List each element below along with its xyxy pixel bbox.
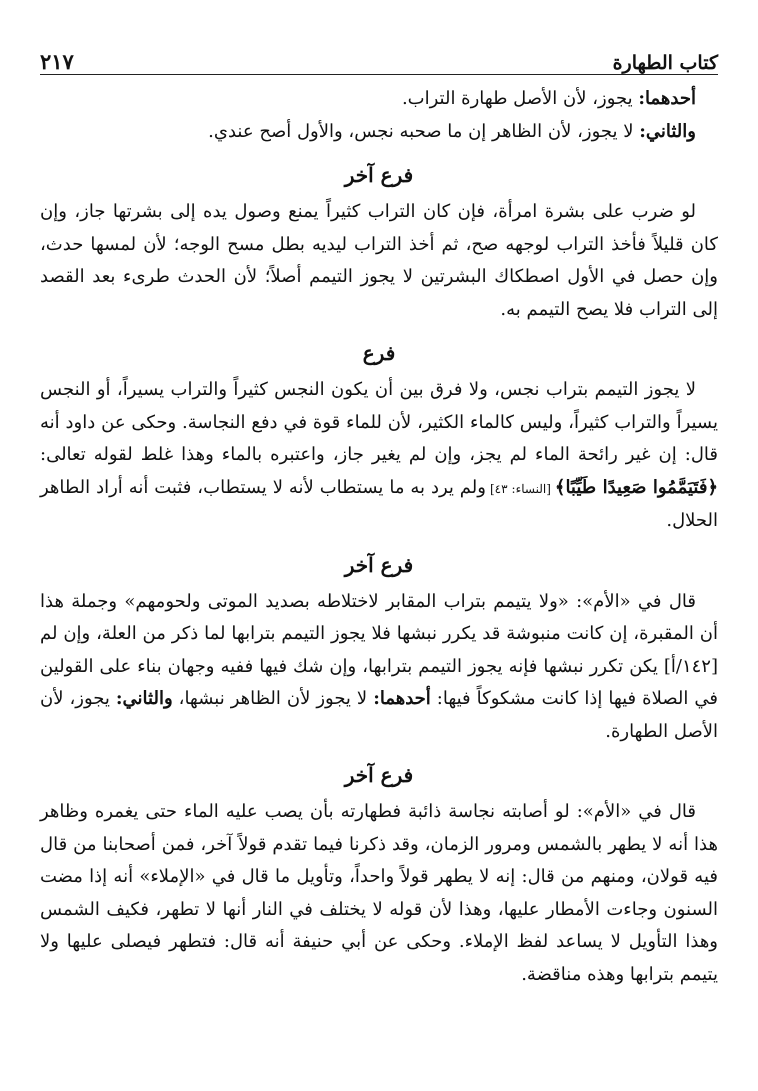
manuscript-folio-reference: [١٤٢/أ] (663, 655, 718, 677)
section-body-3 (40, 586, 718, 749)
section-3-text-middle: يكن تكرر نبشها فإنه يجوز التيمم بترابها، وإن شك فيها ففيه وجهان بناء على القولين في الصلاة فيها إذا كانت مشكوكاً فيها: (40, 655, 719, 709)
section-2-text-after: ولم يرد به ما يستطاب لأنه لا يستطاب، فثبت أنه أراد الطاهر الحلال. (40, 476, 718, 531)
section-3-label-second: والثاني: (115, 688, 173, 709)
section-heading-4: فرع آخر (344, 763, 414, 787)
intro-paragraph-2 (40, 116, 718, 149)
book-title: كتاب الطهارة (612, 52, 718, 74)
section-3-text-before: قال في «الأم»: «ولا يتيمم بتراب المقابر لاختلاطه بصديد الموتى ولحومهم» وجملة هذا أن المقبرة، إن كانت منبوشة قد يكرر نبشها فلا يجوز التيمم بترابها لما ذكر من العلة، وإن لم (40, 590, 718, 644)
quran-reference: [النساء: ٤٣] (485, 481, 555, 496)
section-3-label-first: أحدهما: (373, 688, 431, 709)
section-3-text-first: لا يجوز لأن الظاهر نبشها، (172, 688, 374, 709)
intro-paragraph-1 (40, 83, 718, 116)
opinion-text-second: لا يجوز، لأن الظاهر إن ما صحبه نجس، والأول أصح عندي. (208, 120, 640, 142)
section-heading-3: فرع آخر (344, 552, 414, 577)
section-heading-1: فرع آخر (344, 163, 414, 187)
opinion-label-first: أحدهما: (638, 88, 696, 109)
opinion-label-second: والثاني: (639, 120, 696, 142)
section-heading-2: فرع (362, 341, 396, 365)
page-content (40, 83, 718, 991)
opinion-text-first: يجوز، لأن الأصل طهارة التراب. (401, 88, 639, 109)
page-header (40, 40, 718, 75)
quran-verse: ﴿فَتَيَمَّمُوا صَعِيدًا طَيِّبًا﴾ (554, 476, 718, 498)
section-body-2 (40, 374, 718, 538)
section-3-text-second: يجوز، لأن الأصل الطهارة. (40, 688, 718, 742)
section-body-4: قال في «الأم»: لو أصابته نجاسة ذائبة فطهارته بأن يصب عليه الماء حتى يغمره وظاهر هذا أنه لا يطهر بالشمس ومرور الزمان، وقد ذكرنا فيما تقدم قولاً آخر، فمن أصحابنا من قال فيه قولان، ومنهم من قال: إنه لا يطهر قولاً واحداً، وتأويل ما قال في «الإملاء» أنه إذا مضت السنون وجاءت الأمطار عليها، وهذا لأن قوله لا يختلف في النار أنها لا تطهر، فكيف الشمس وهذا التأويل لا يساعد لفظ الإملاء. وحكى عن أبي حنيفة أنه قال: فتطهر فيصلى عليها ولا يتيمم بترابها وهذه مناقضة. (40, 801, 718, 985)
page-number: ٢١٧ (40, 49, 74, 74)
section-body-1: لو ضرب على بشرة امرأة، فإن كان التراب كثيراً يمنع وصول يده إلى بشرتها جاز، وإن كان قليلاً فأخذ التراب لوجهه صح، ثم أخذ التراب ليديه بطل مسح الوجه؛ لأن لمسها حدث، وإن حصل في الأول اصطكاك البشرتين لا يجوز التيمم أصلاً؛ لأن الحدث طرىء بعد القصد إلى التراب فلا يصح التيمم به. (40, 201, 718, 320)
section-2-text-before: لا يجوز التيمم بتراب نجس، ولا فرق بين أن يكون النجس كثيراً والتراب يسيراً، أو النجس يسيراً والتراب كثيراً، وليس كالماء الكثير، لأن للماء قوة في دفع النجاسة. وحكى عن داود أنه قال: إن غير رائحة الماء لم يجز، وإن لم يغير جاز، واعتبره بالماء وهذا غلط لقوله تعالى: (40, 379, 718, 465)
